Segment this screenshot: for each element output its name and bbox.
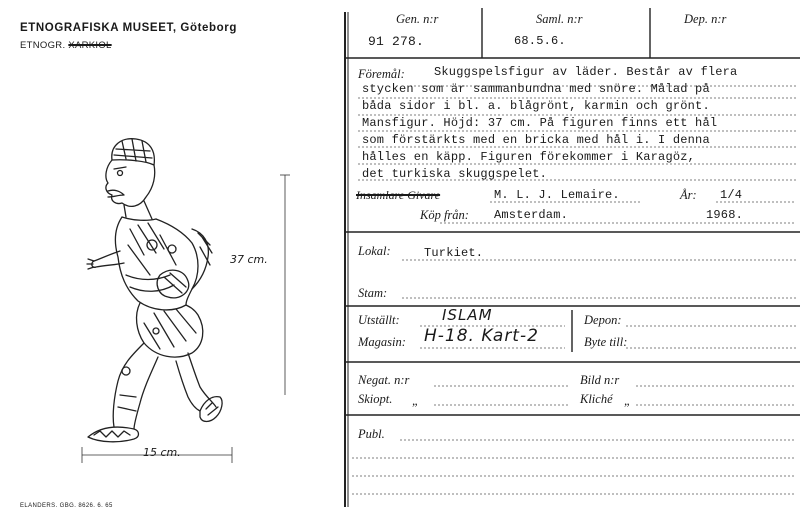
utstallt-value: ISLAM [442, 306, 493, 324]
negat-nr-label: Negat. n:r [358, 373, 410, 387]
foremal-line-5: som förstärkts med en bricka med hål i. I denna [362, 133, 710, 147]
department-struck: XARKIOL [68, 40, 112, 51]
width-measurement: 15 cm. [143, 446, 181, 459]
height-measurement: 37 cm. [230, 253, 268, 266]
skiopt-label: Skiopt. [358, 392, 393, 406]
lokal-value: Turkiet. [424, 246, 484, 260]
gen-nr-value: 91 278. [368, 34, 425, 49]
depon-label: Depon: [584, 313, 622, 327]
foremal-label: Föremål: [358, 67, 405, 81]
cliche-ditto: „ [624, 394, 631, 408]
bild-nr-label: Bild n:r [580, 373, 620, 387]
foremal-line-1: Skuggspelsfigur av läder. Består av flera [434, 65, 738, 79]
byte-till-label: Byte till: [584, 335, 628, 349]
dep-nr-label: Dep. n:r [684, 12, 727, 26]
foremal-line-7: det turkiska skuggspelet. [362, 167, 548, 181]
insamlare-givare-label: Insamlare Givare [356, 188, 441, 202]
foremal-line-6: hålles en käpp. Figuren förekommer i Karagöz, [362, 150, 696, 164]
cliche-label: Kliché [580, 392, 613, 406]
department-prefix: ETNOGR. [20, 40, 66, 51]
saml-nr-label: Saml. n:r [536, 12, 583, 26]
utstallt-label: Utställt: [358, 313, 400, 327]
insamlare-value: M. L. J. Lemaire. [494, 188, 620, 202]
ar-label: År: [680, 188, 697, 202]
lokal-label: Lokal: [358, 244, 391, 258]
kop-fran-label: Köp från: [420, 208, 469, 222]
foremal-line-3: båda sidor i bl. a. blågrönt, karmin och grönt. [362, 99, 710, 113]
printer-mark: ELANDERS. GBG. 8626. 6. 65 [20, 503, 113, 509]
magasin-label: Magasin: [358, 335, 406, 349]
magasin-value: H-18. Kart-2 [424, 326, 539, 346]
kop-fran-value: Amsterdam. [494, 208, 569, 222]
gen-nr-label: Gen. n:r [396, 12, 439, 26]
ar-value: 1/4 [720, 188, 743, 202]
foremal-line-4: Mansfigur. Höjd: 37 cm. På figuren finns ett hål [362, 116, 718, 130]
stam-label: Stam: [358, 286, 388, 300]
museum-name: ETNOGRAFISKA MUSEET, Göteborg [20, 22, 237, 34]
foremal-line-2: stycken som är sammanbundna med snöre. Målad på [362, 82, 710, 96]
year-value: 1968. [706, 208, 744, 222]
saml-nr-value: 68.5.6. [514, 34, 566, 48]
skiopt-ditto: „ [412, 394, 419, 408]
publ-label: Publ. [358, 427, 385, 441]
